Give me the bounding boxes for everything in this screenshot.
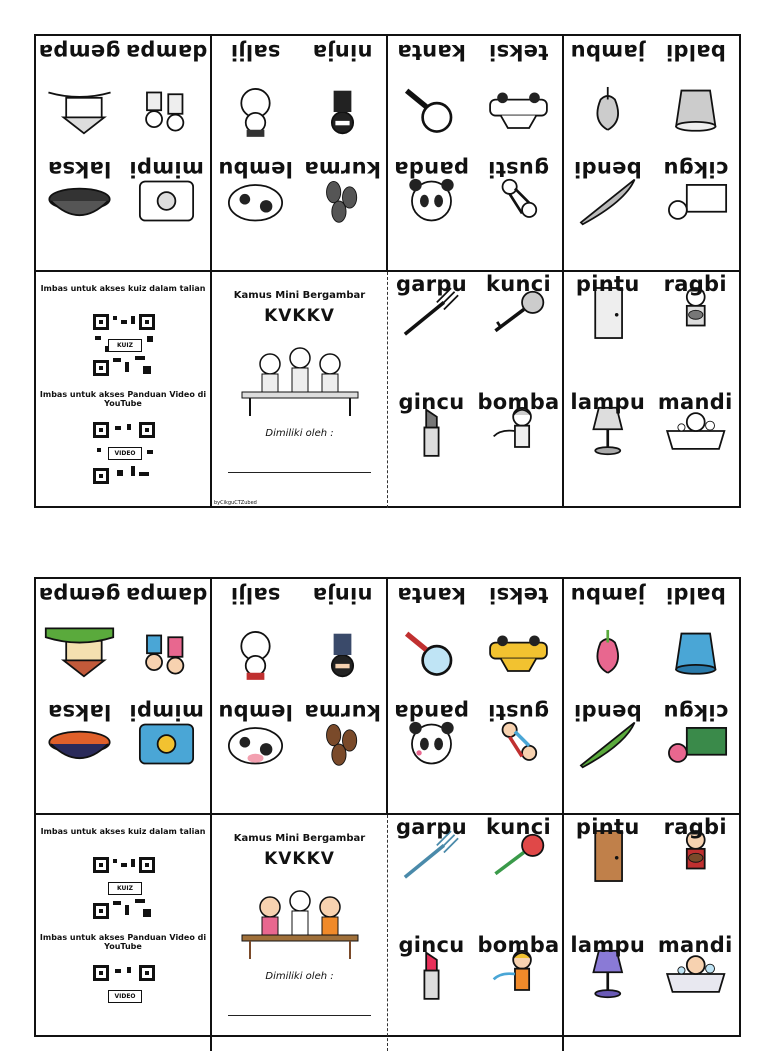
word-label: panda bbox=[394, 700, 469, 724]
qr-code-video[interactable] bbox=[91, 420, 157, 486]
column-4-bottom bbox=[564, 272, 739, 508]
word-label: mandi bbox=[657, 933, 733, 957]
card-garpu bbox=[388, 815, 475, 933]
word-label: mimpi bbox=[129, 157, 204, 181]
word-label: gincu bbox=[398, 933, 465, 957]
word-label: ninja bbox=[312, 40, 373, 64]
word-label: laksa bbox=[47, 157, 112, 181]
column-3-bottom bbox=[388, 272, 564, 508]
card-cikgu bbox=[652, 153, 740, 270]
qr-video-tag: VIDEO bbox=[108, 447, 142, 460]
word-label: gusti bbox=[487, 700, 550, 724]
column-4 bbox=[564, 579, 739, 813]
scan-quiz-text: Imbas untuk akses kuiz dalam talian bbox=[40, 284, 206, 293]
card-bendi bbox=[564, 696, 652, 813]
card-lembu bbox=[212, 696, 299, 813]
card-ninja bbox=[299, 579, 386, 696]
card-laksa bbox=[36, 153, 123, 270]
qr-panel bbox=[36, 815, 212, 1051]
word-label: kurma bbox=[304, 700, 381, 724]
word-label: garpu bbox=[395, 815, 468, 839]
card-mimpi bbox=[123, 153, 210, 270]
credit-text: byCikguCTZubed bbox=[214, 500, 257, 506]
word-label: pintu bbox=[575, 815, 640, 839]
card-jambu bbox=[564, 579, 652, 696]
book-title: KVKKV bbox=[264, 849, 335, 869]
word-label: lampu bbox=[570, 390, 646, 414]
card-lembu bbox=[212, 153, 299, 270]
card-gusti bbox=[475, 153, 562, 270]
card-laksa bbox=[36, 696, 123, 813]
card-teksi bbox=[475, 36, 562, 153]
word-label: ninja bbox=[312, 583, 373, 607]
card-garpu bbox=[388, 272, 475, 390]
booklet-sheet-colour bbox=[34, 577, 741, 1037]
word-label: jambu bbox=[570, 40, 646, 64]
booklet-sheet-bw bbox=[34, 34, 741, 508]
word-label: baldi bbox=[665, 583, 726, 607]
word-label: bendi bbox=[573, 700, 642, 724]
card-kunci bbox=[475, 815, 562, 933]
word-label: mandi bbox=[657, 390, 733, 414]
column-3 bbox=[388, 579, 564, 813]
card-mimpi bbox=[123, 696, 210, 813]
children-illustration bbox=[240, 342, 360, 420]
card-bomba bbox=[475, 390, 562, 508]
word-label: laksa bbox=[47, 700, 112, 724]
column-2 bbox=[212, 579, 388, 813]
word-label: gusti bbox=[487, 157, 550, 181]
card-lampu bbox=[564, 933, 652, 1051]
word-label: jambu bbox=[570, 583, 646, 607]
word-label: pintu bbox=[575, 272, 640, 296]
card-gempa bbox=[36, 36, 123, 153]
word-label: gincu bbox=[398, 390, 465, 414]
card-kunci bbox=[475, 272, 562, 390]
upright-row bbox=[36, 815, 739, 1051]
word-label: panda bbox=[394, 157, 469, 181]
word-label: lembu bbox=[218, 700, 293, 724]
card-jambu bbox=[564, 36, 652, 153]
word-label: baldi bbox=[665, 40, 726, 64]
cover-panel bbox=[212, 815, 388, 1051]
card-pintu bbox=[564, 272, 652, 390]
card-gempa bbox=[36, 579, 123, 696]
card-bomba bbox=[475, 933, 562, 1051]
word-label: dampa bbox=[125, 583, 208, 607]
card-kanta bbox=[388, 36, 475, 153]
qr-code-video[interactable] bbox=[91, 963, 157, 1029]
word-label: bendi bbox=[573, 157, 642, 181]
word-label: dampa bbox=[125, 40, 208, 64]
book-subtitle: Kamus Mini Bergambar bbox=[233, 833, 366, 844]
upright-row bbox=[36, 272, 739, 508]
cover-panel bbox=[212, 272, 388, 508]
qr-video-tag: VIDEO bbox=[108, 990, 142, 1003]
card-kanta bbox=[388, 579, 475, 696]
word-label: gempa bbox=[38, 40, 121, 64]
word-label: mimpi bbox=[129, 700, 204, 724]
card-teksi bbox=[475, 579, 562, 696]
owner-name-line[interactable] bbox=[228, 1015, 371, 1016]
word-label: kanta bbox=[397, 40, 466, 64]
owner-name-line[interactable] bbox=[228, 472, 371, 473]
card-salji bbox=[212, 579, 299, 696]
children-illustration bbox=[240, 885, 360, 963]
card-mandi bbox=[652, 933, 740, 1051]
column-4-bottom bbox=[564, 815, 739, 1051]
word-label: gempa bbox=[38, 583, 121, 607]
qr-quiz-tag: KUIZ bbox=[108, 339, 142, 352]
word-label: salji bbox=[230, 40, 281, 64]
word-label: ragbi bbox=[663, 272, 727, 296]
qr-code-quiz[interactable] bbox=[91, 312, 157, 378]
upside-down-row bbox=[36, 579, 739, 815]
owner-label: Dimiliki oleh : bbox=[265, 428, 334, 439]
scan-quiz-text: Imbas untuk akses kuiz dalam talian bbox=[40, 827, 206, 836]
scan-video-text: Imbas untuk akses Panduan Video di YouTube bbox=[39, 933, 207, 951]
card-cikgu bbox=[652, 696, 740, 813]
word-label: bomba bbox=[477, 390, 560, 414]
word-label: salji bbox=[230, 583, 281, 607]
word-label: bomba bbox=[477, 933, 560, 957]
card-gusti bbox=[475, 696, 562, 813]
card-pintu bbox=[564, 815, 652, 933]
word-label: cikgu bbox=[662, 700, 728, 724]
word-label: teksi bbox=[488, 583, 549, 607]
card-panda bbox=[388, 153, 475, 270]
book-title: KVKKV bbox=[264, 306, 335, 326]
card-bendi bbox=[564, 153, 652, 270]
card-baldi bbox=[652, 36, 740, 153]
card-dampa bbox=[123, 579, 210, 696]
card-kurma bbox=[299, 153, 386, 270]
word-label: garpu bbox=[395, 272, 468, 296]
card-ninja bbox=[299, 36, 386, 153]
card-kurma bbox=[299, 696, 386, 813]
upside-down-row bbox=[36, 36, 739, 272]
qr-quiz-tag: KUIZ bbox=[108, 882, 142, 895]
card-baldi bbox=[652, 579, 740, 696]
card-gincu bbox=[388, 933, 475, 1051]
qr-code-quiz[interactable] bbox=[91, 855, 157, 921]
book-subtitle: Kamus Mini Bergambar bbox=[233, 290, 366, 301]
column-4 bbox=[564, 36, 739, 270]
scan-video-text: Imbas untuk akses Panduan Video di YouTube bbox=[39, 390, 207, 408]
card-panda bbox=[388, 696, 475, 813]
word-label: lampu bbox=[570, 933, 646, 957]
word-label: kunci bbox=[485, 272, 551, 296]
card-lampu bbox=[564, 390, 652, 508]
word-label: kanta bbox=[397, 583, 466, 607]
column-3 bbox=[388, 36, 564, 270]
card-dampa bbox=[123, 36, 210, 153]
owner-label: Dimiliki oleh : bbox=[265, 971, 334, 982]
word-label: kunci bbox=[485, 815, 551, 839]
word-label: lembu bbox=[218, 157, 293, 181]
card-ragbi bbox=[652, 272, 740, 390]
column-2 bbox=[212, 36, 388, 270]
column-3-bottom bbox=[388, 815, 564, 1051]
word-label: teksi bbox=[488, 40, 549, 64]
word-label: kurma bbox=[304, 157, 381, 181]
card-ragbi bbox=[652, 815, 740, 933]
card-mandi bbox=[652, 390, 740, 508]
card-salji bbox=[212, 36, 299, 153]
word-label: ragbi bbox=[663, 815, 727, 839]
card-gincu bbox=[388, 390, 475, 508]
word-label: cikgu bbox=[662, 157, 728, 181]
qr-panel bbox=[36, 272, 212, 508]
column-1 bbox=[36, 579, 212, 813]
column-1 bbox=[36, 36, 212, 270]
